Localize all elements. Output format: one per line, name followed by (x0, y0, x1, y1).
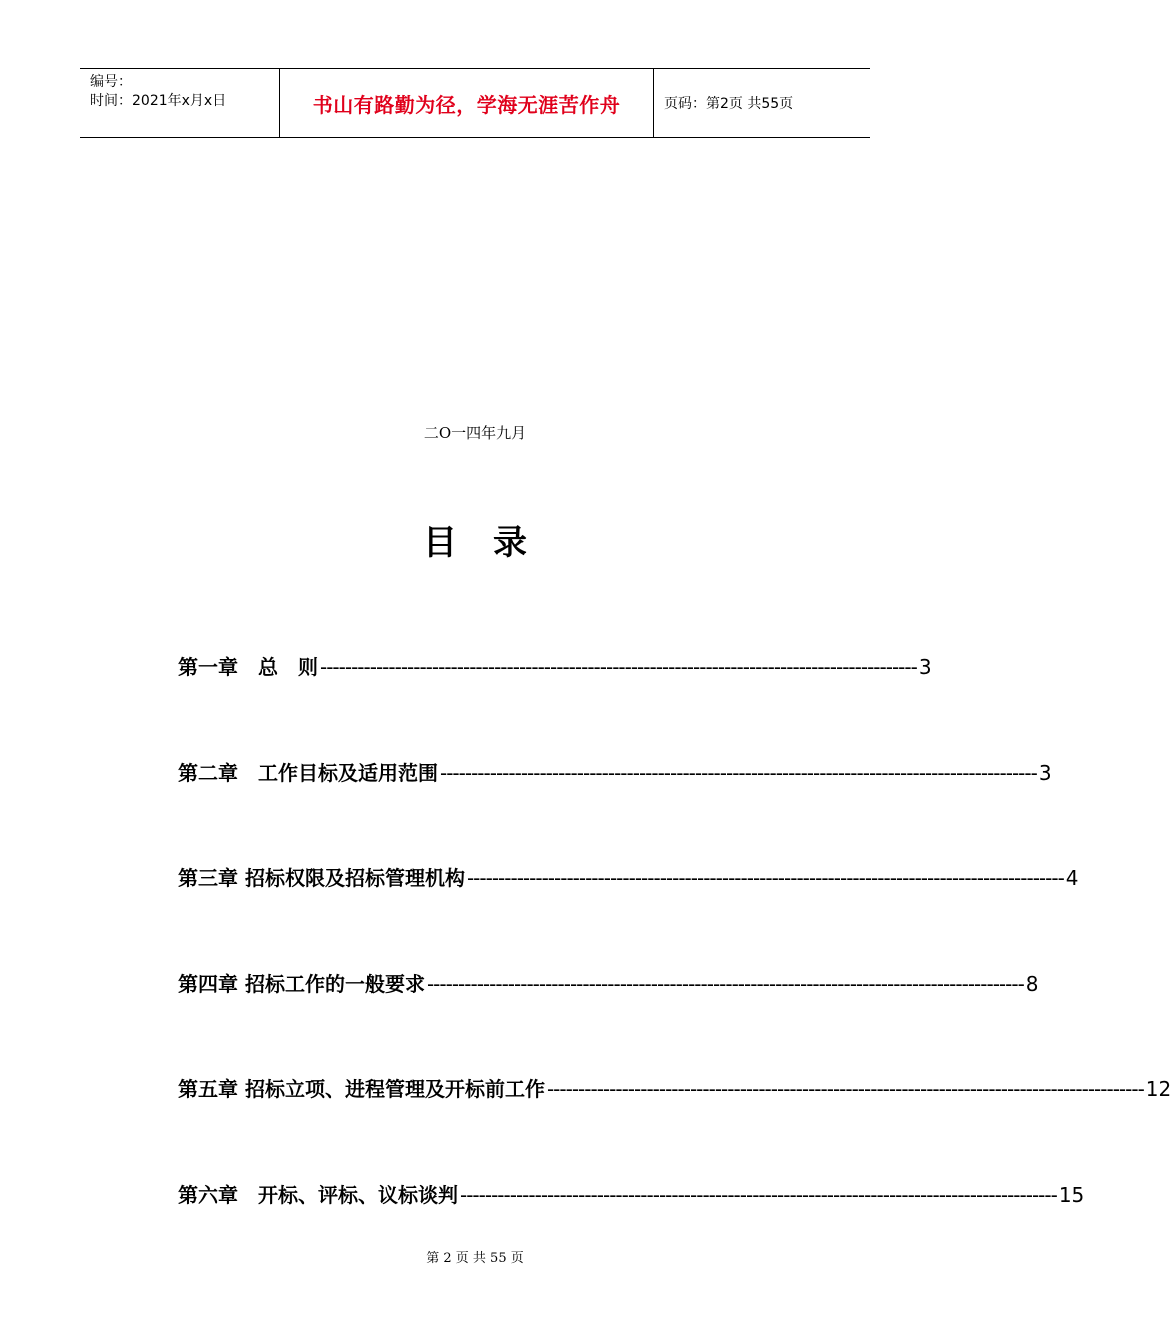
toc-entry-label: 第六章 开标、评标、议标谈判 (178, 1182, 458, 1207)
header-meta (80, 69, 280, 137)
document-header (80, 68, 870, 138)
toc-entry[interactable] (178, 758, 1052, 864)
toc-entry-leader: ------------------------------------------------------------------------------------------------ (460, 1182, 1057, 1207)
toc-entry-label: 第一章 总 则 (178, 655, 318, 679)
toc-entry-page: 3 (918, 655, 932, 679)
toc-entry-leader: ------------------------------------------------------------------------------------------------ (320, 655, 917, 679)
toc-entry-label: 第四章 招标工作的一般要求 (178, 971, 425, 996)
toc-entry-page: 8 (1025, 971, 1039, 996)
toc-entry-page: 3 (1038, 760, 1052, 785)
toc-entry[interactable] (178, 969, 1039, 1075)
toc-entry[interactable] (178, 863, 1079, 969)
toc-entry[interactable] (178, 1180, 1085, 1286)
toc-entry-leader: ------------------------------------------------------------------------------------------------ (466, 866, 1064, 890)
toc-entry-page: 4 (1065, 866, 1079, 890)
toc-title: 目录 (423, 523, 563, 563)
table-of-contents (178, 652, 1171, 1285)
toc-entry-label: 第三章 招标权限及招标管理机构 (178, 866, 465, 890)
toc-entry-label: 第五章 招标立项、进程管理及开标前工作 (178, 1077, 545, 1101)
toc-entry-leader: ------------------------------------------------------------------------------------------------ (426, 971, 1024, 996)
header-motto: 书山有路勤为径，学海无涯苦作舟 (280, 69, 654, 137)
toc-entry-leader: ------------------------------------------------------------------------------------------------ (440, 760, 1037, 785)
toc-entry[interactable] (178, 1074, 1171, 1180)
header-number-label: 编号： (90, 74, 132, 90)
toc-entry-leader: ------------------------------------------------------------------------------------------------ (546, 1077, 1144, 1101)
document-date: 二O一四年九月 (423, 424, 527, 442)
toc-entry[interactable] (178, 652, 932, 758)
page-footer: 第 2 页 共 55 页 (426, 1251, 524, 1266)
toc-entry-page: 12 (1145, 1077, 1171, 1101)
header-time-label: 时间：2021年x月x日 (90, 93, 227, 109)
toc-entry-page: 15 (1058, 1182, 1085, 1207)
toc-entry-label: 第二章 工作目标及适用范围 (178, 760, 438, 785)
header-page-info: 页码：第2页 共55页 (664, 96, 794, 112)
